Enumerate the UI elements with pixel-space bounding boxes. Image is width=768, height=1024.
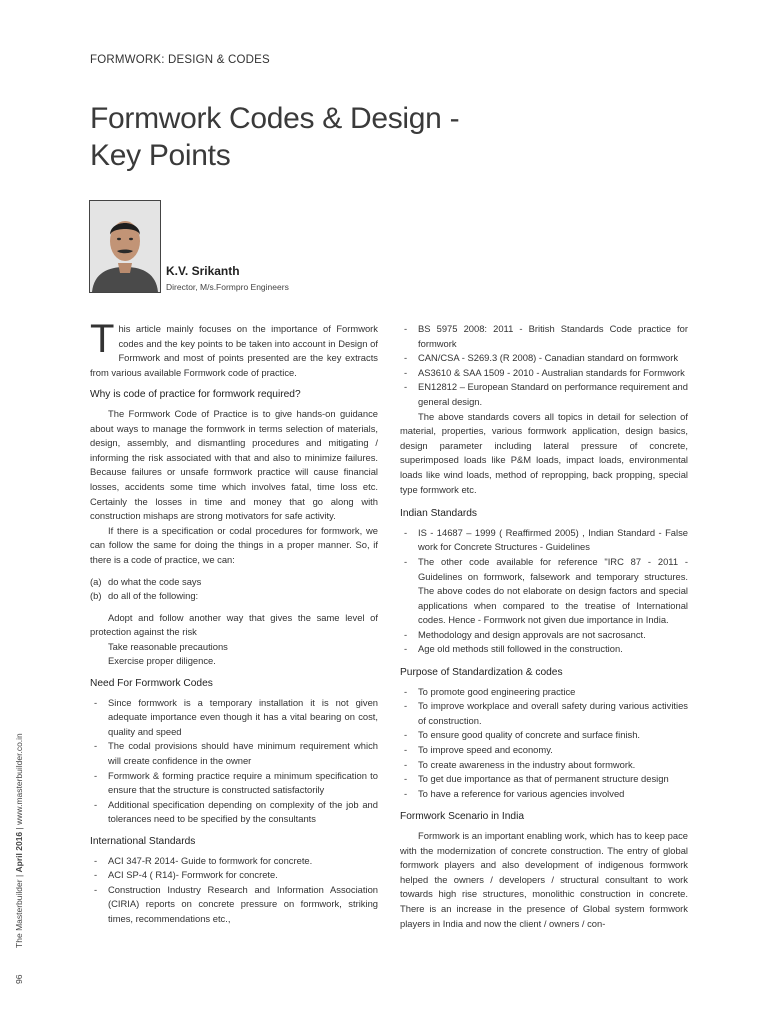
title-line-2: Key Points	[90, 139, 231, 172]
page-number: 96	[14, 974, 24, 984]
list-item: - To create awareness in the industry about formwork.	[400, 758, 688, 773]
author-name: K.V. Srikanth	[166, 264, 240, 278]
list-item: - ACI SP-4 ( R14)- Formwork for concrete.	[90, 868, 378, 883]
drop-cap: T	[90, 317, 115, 361]
right-column	[400, 322, 688, 931]
list-item: - The codal provisions should have minimum requirement which will create confidence in the owner	[90, 739, 378, 768]
list-item: - Methodology and design approvals are not sacrosanct.	[400, 628, 688, 643]
left-column	[90, 317, 378, 927]
why-item-b: (b) do all of the following:	[90, 590, 199, 602]
indian-list	[400, 526, 688, 657]
scenario-paragraph: Formwork is an important enabling work, which has to keep pace with the modernization of concrete construction. The entry of global formwork players and also development of indigenous formwork helped the owners / developers / structural consultant to work towards high rise structures, monolithic construction in concrete. There is an increase in the presence of Global system formwork players in India and now the client / owners / con-	[400, 830, 688, 929]
heading-international: International Standards	[90, 836, 196, 847]
list-item: - ACI 347-R 2014- Guide to formwork for concrete.	[90, 854, 378, 869]
list-item: - Additional specification depending on complexity of the job and tolerances need to be specified by the consultants	[90, 798, 378, 827]
heading-need: Need For Formwork Codes	[90, 678, 213, 690]
why-paragraph-2: If there is a specification or codal procedures for formwork, we can follow the same for doing the things in a proper manner. So, if there is a code of practice, we can:	[90, 524, 378, 565]
list-item: - Construction Industry Research and Information Association (CIRIA) reports on concrete pressure on formwork, striking times, recommendations etc.,	[90, 883, 378, 927]
author-role: Director, M/s.Formpro Engineers	[166, 282, 289, 292]
intro-paragraph	[90, 317, 378, 380]
author-portrait-icon	[90, 201, 160, 292]
heading-indian: Indian Standards	[400, 508, 478, 520]
international-paragraph: The above standards covers all topics in detail for selection of material, properties, various formwork application, design basics, design parameter including lateral pressure of concrete, superimposed loads like P&M loads, impact loads, environmental loads like wind loads, method of repropping, back propping, special type formwork etc.	[400, 410, 688, 495]
magazine-name: The Masterbuilder	[14, 879, 24, 948]
list-item: - AS3610 & SAA 1509 - 2010 - Australian standards for Formwork	[400, 366, 688, 381]
author-photo	[89, 200, 161, 293]
list-item: - Since formwork is a temporary installation it is not given adequate importance even though it has a vital bearing on cost, quality and speed	[90, 696, 378, 740]
why-list	[90, 575, 378, 604]
heading-scenario: Formwork Scenario in India	[400, 811, 524, 823]
why-line-1: Take reasonable precautions	[108, 640, 228, 652]
list-item: - CAN/CSA - S269.3 (R 2008) - Canadian standard on formwork	[400, 351, 688, 366]
website: www.masterbuilder.co.in	[14, 733, 24, 825]
why-line-2: Exercise proper diligence.	[108, 655, 216, 667]
list-item: - To promote good engineering practice	[400, 685, 688, 700]
international-list-part-1	[90, 854, 378, 927]
need-list	[90, 696, 378, 827]
why-paragraph-3: Adopt and follow another way that gives the same level of protection against the risk	[90, 611, 378, 638]
list-item: - The other code available for reference "IRC 87 - 2011 - Guidelines on formwork, falsework and temporary structures. The above codes do not elaborate on design factors and special applications when compared to the treatise of International codes. Hence - Formwork not given due importance in India.	[400, 555, 688, 628]
list-item: - EN12812 – European Standard on performance requirement and general design.	[400, 380, 688, 409]
list-item: - Age old methods still followed in the construction.	[400, 642, 688, 657]
why-item-a: (a) do what the code says	[90, 575, 202, 587]
list-item: - To get due importance as that of permanent structure design	[400, 772, 688, 787]
article-title	[90, 100, 459, 174]
heading-purpose: Purpose of Standardization & codes	[400, 667, 563, 679]
section-label: FORMWORK: DESIGN & CODES	[90, 54, 270, 66]
list-item: - IS - 14687 – 1999 ( Reaffirmed 2005) , Indian Standard - False work for Concrete Structures - Guidelines	[400, 526, 688, 555]
list-item: - To improve workplace and overall safety during various activities of construction.	[400, 699, 688, 728]
page-footer-vertical: 96 The Masterbuilder | April 2016 | www.masterbuilder.co.in	[14, 733, 24, 984]
list-item: - BS 5975 2008: 2011 - British Standards Code practice for formwork	[400, 322, 688, 351]
list-item: - Formwork & forming practice require a minimum specification to ensure that the structure is constructed satisfactorily	[90, 769, 378, 798]
list-item: - To ensure good quality of concrete and surface finish.	[400, 728, 688, 743]
purpose-list	[400, 685, 688, 802]
list-item: - To have a reference for various agencies involved	[400, 787, 688, 802]
heading-why: Why is code of practice for formwork required?	[90, 389, 301, 401]
why-paragraph-1: The Formwork Code of Practice is to give hands-on guidance about ways to manage the formwork in terms selection of materials, design, assembly, and dismantling procedures and mitigating / informing the risk associated with that and also to minimize failures. Because failures or unsafe formwork practice will cause financial losses, accidents some time which involves fatal, time loss etc. Certainly the losses in time and money that go along with construction mishaps are strong motivators for safe activity.	[90, 407, 378, 522]
title-line-1: Formwork Codes & Design -	[90, 102, 460, 135]
international-list-part-2	[400, 322, 688, 410]
issue-date: April 2016	[14, 831, 24, 873]
intro-text: his article mainly focuses on the importance of Formwork codes and the key points to be taken into account in Design of Formwork and most of points presented are the key extracts from various available Formwork code of practice.	[90, 323, 378, 378]
list-item: - To improve speed and economy.	[400, 743, 688, 758]
